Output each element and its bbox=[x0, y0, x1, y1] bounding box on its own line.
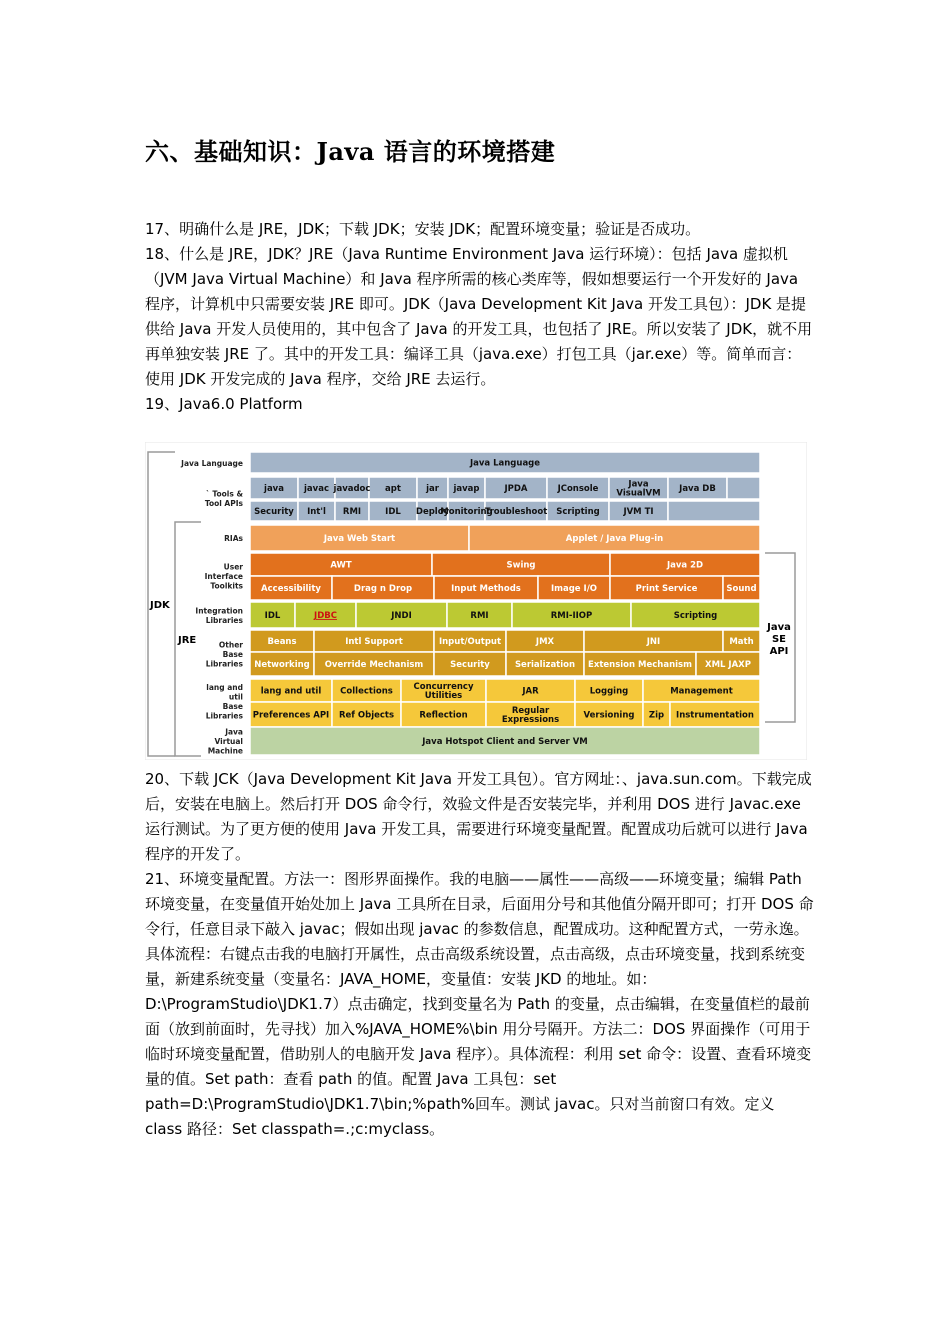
cell-label-input-output: Input/Output bbox=[438, 637, 502, 647]
row-label-4-line-0: Integration bbox=[195, 606, 243, 616]
row-label-7-line-2: Machine bbox=[207, 746, 243, 756]
cell-label-security: Security bbox=[450, 660, 490, 670]
row-label-6-line-3: Libraries bbox=[205, 711, 243, 721]
cell-label-idl: IDL bbox=[264, 611, 281, 621]
cell-label-rmi: RMI bbox=[470, 611, 489, 621]
row-label-1-line-0: ` Tools & bbox=[206, 489, 243, 499]
cell-label-networking: Networking bbox=[254, 660, 310, 670]
java-se-api-label-1: Java bbox=[767, 622, 791, 633]
cell-label-override-mechanism: Override Mechanism bbox=[324, 660, 424, 670]
cell-label-awt: AWT bbox=[330, 560, 352, 571]
cell-label-collections: Collections bbox=[340, 686, 393, 697]
row-label-3-line-0: User bbox=[223, 562, 243, 572]
cell-label-math: Math bbox=[729, 637, 754, 647]
cell-label-concurrency-utilities-l2: Utilities bbox=[424, 691, 463, 701]
java-platform-diagram bbox=[145, 442, 807, 760]
cell-label-scripting: Scripting bbox=[673, 611, 718, 621]
intro-paragraphs bbox=[145, 217, 815, 417]
cell-r1c10 bbox=[727, 477, 760, 499]
cell-label-java-2d: Java 2D bbox=[666, 560, 704, 571]
java-se-api-label-2: SE bbox=[771, 634, 787, 645]
cell-label-print-service: Print Service bbox=[635, 584, 698, 594]
cell-label-java-web-start: Java Web Start bbox=[323, 534, 396, 544]
cell-label-rmi: RMI bbox=[342, 507, 362, 517]
cell-label-scripting: Scripting bbox=[556, 507, 600, 517]
cell-label-javac: javac bbox=[304, 484, 329, 494]
cell-label-jpda: JPDA bbox=[504, 484, 528, 494]
cell-label-regular-expressions-l1: Regular bbox=[511, 706, 550, 716]
cell-label-jar: JAR bbox=[522, 686, 539, 697]
cell-label-jar: jar bbox=[426, 484, 439, 494]
cell-label-security: Security bbox=[254, 507, 294, 517]
cell-label-zip: Zip bbox=[648, 710, 665, 721]
cell-label-logging: Logging bbox=[589, 686, 629, 697]
cell-label-ref-objects: Ref Objects bbox=[338, 710, 395, 721]
cell-r2c9 bbox=[668, 501, 760, 521]
jdk-label: JDK bbox=[150, 600, 170, 611]
cell-label-apt: apt bbox=[385, 484, 401, 494]
cell-label-concurrency-utilities-l1: Concurrency bbox=[413, 682, 474, 692]
setup-paragraphs bbox=[145, 767, 815, 1142]
cell-label-reflection: Reflection bbox=[419, 710, 468, 721]
cell-label-troubleshoot: Troubleshoot bbox=[484, 507, 548, 517]
cell-label-lang-and-util: lang and util bbox=[260, 686, 322, 697]
row-label-7-line-1: Virtual bbox=[214, 737, 243, 746]
cell-label-instrumentation: Instrumentation bbox=[676, 710, 754, 721]
cell-label-java-visualvm-l1: Java bbox=[628, 479, 649, 490]
row-label-5-line-2: Libraries bbox=[205, 659, 243, 669]
cell-label-regular-expressions-l2: Expressions bbox=[501, 715, 560, 725]
cell-label-preferences-api: Preferences API bbox=[252, 710, 330, 721]
cell-label-image-i-o: Image I/O bbox=[550, 584, 598, 594]
cell-label-int-l: Int'l bbox=[307, 507, 326, 517]
cell-label-applet-java-plug-in: Applet / Java Plug-in bbox=[565, 534, 664, 544]
java-se-api-label-3: API bbox=[769, 646, 789, 657]
cell-label-monitoring: Monitoring bbox=[440, 507, 493, 517]
cell-label-sound: Sound bbox=[726, 584, 757, 594]
cell-label-java-visualvm-l2: VisualVM bbox=[616, 488, 661, 499]
row-label-6-line-2: Base bbox=[222, 701, 243, 711]
cell-label-javap: javap bbox=[453, 484, 480, 494]
cell-label-accessibility: Accessibility bbox=[261, 584, 321, 594]
paragraph-19: 19、Java6.0 Platform bbox=[145, 395, 303, 413]
cell-label-management: Management bbox=[670, 686, 733, 697]
cell-label-beans: Beans bbox=[267, 637, 297, 647]
cell-label-rmi-iiop: RMI-IIOP bbox=[550, 611, 593, 621]
cell-label-java-hotspot-client-and-server-vm: Java Hotspot Client and Server VM bbox=[422, 737, 588, 747]
cell-label-deploy: Deploy bbox=[415, 507, 450, 517]
cell-label-jni: JNI bbox=[646, 637, 661, 647]
cell-label-java-language: Java Language bbox=[469, 458, 541, 469]
cell-label-jconsole: JConsole bbox=[557, 484, 599, 494]
cell-label-xml-jaxp: XML JAXP bbox=[705, 660, 751, 670]
row-label-0-line-0: Java Language bbox=[181, 459, 243, 468]
paragraph-18: 18、什么是 JRE，JDK？JRE（Java Runtime Environment Java 运行环境）：包括 Java 虚拟机（JVM Java Virtual Machine）和 Java 程序所需的核心类库等，假如想要运行一个开发好的 Java 程序，计算机中只需要安装 JRE 即可。JDK（Java Development Kit Java 开发工具包）：JDK 是提供给 Java 开发人员使用的，其中包含了 Java 的开发工具，也包括了 JRE。所以安装了 JDK，就不用再单独安装 JRE 了。其中的开发工具：编译工具（java.exe）打包工具（jar.exe）等。简单而言：使用 JDK 开发完成的 Java 程序，交给 JRE 去运行。 bbox=[145, 245, 813, 388]
paragraph-20: 20、下载 JCK（Java Development Kit Java 开发工具包）。官方网址：、java.sun.com。下载完成后，安装在电脑上。然后打开 DOS 命令行，效验文件是否安装完毕，并利用 DOS 进行 Javac.exe 运行测试。为了更方便的使用 Java 开发工具，需要进行环境变量配置。配置成功后就可以进行 Java 程序的开发了。 bbox=[145, 770, 812, 863]
cell-label-intl-support: Intl Support bbox=[345, 637, 403, 647]
row-label-3-line-2: Toolkits bbox=[210, 581, 243, 591]
paragraph-21: 21、环境变量配置。方法一：图形界面操作。我的电脑——属性——高级——环境变量；编辑 Path 环境变量，在变量值开始处加上 Java 工具所在目录，后面用分号和其他值分隔开即可；打开 DOS 命令行，任意目录下敲入 javac；假如出现 javac 的参数信息，配置成功。这种配置方式，一劳永逸。具体流程：右键点击我的电脑打开属性，点击高级系统设置，点击高级，点击环境变量，找到系统变量，新建系统变量（变量名：JAVA_HOME，变量值：安装 JKD 的地址。如：D:\ProgramStudio\JDK1.7）点击确定，找到变量名为 Path 的变量，点击编辑，在变量值栏的最前面（放到前面时，先寻找）加入%JAVA_HOME%\bin 用分号隔开。方法二：DOS 界面操作（可用于临时环境变量配置，借助别人的电脑开发 Java 程序）。具体流程：利用 set 命令：设置、查看环境变量的值。Set path：查看 path 的值。配置 Java 工具包：set path=D:\ProgramStudio\JDK1.7\bin;%path%回车。测试 javac。只对当前窗口有效。定义 class 路径：Set classpath=.;c:myclass。 bbox=[145, 870, 814, 1138]
cell-label-serialization: Serialization bbox=[514, 660, 576, 670]
cell-label-jdbc: JDBC bbox=[314, 611, 337, 621]
cell-label-jmx: JMX bbox=[535, 637, 555, 647]
row-label-3-line-1: Interface bbox=[204, 572, 243, 581]
paragraph-17: 17、明确什么是 JRE，JDK；下载 JDK；安装 JDK；配置环境变量；验证是否成功。 bbox=[145, 220, 701, 238]
row-label-1-line-1: Tool APIs bbox=[204, 498, 243, 508]
row-label-2-line-0: RIAs bbox=[224, 534, 243, 543]
cell-label-extension-mechanism: Extension Mechanism bbox=[588, 660, 692, 670]
row-label-7-line-0: Java bbox=[225, 727, 243, 737]
cell-label-swing: Swing bbox=[506, 560, 536, 571]
cell-label-idl: IDL bbox=[385, 507, 401, 517]
cell-label-versioning: Versioning bbox=[583, 710, 635, 721]
cell-label-javadoc: javadoc bbox=[333, 484, 371, 494]
row-label-6-line-1: util bbox=[228, 692, 243, 702]
jre-label: JRE bbox=[178, 635, 197, 646]
row-label-4-line-1: Libraries bbox=[205, 615, 243, 625]
cell-label-drag-n-drop: Drag n Drop bbox=[353, 584, 413, 594]
page-title: 六、基础知识：Java 语言的环境搭建 bbox=[145, 137, 556, 166]
row-label-5-line-1: Base bbox=[222, 650, 243, 659]
cell-label-input-methods: Input Methods bbox=[451, 584, 521, 594]
cell-label-java-db: Java DB bbox=[679, 484, 716, 494]
cell-label-jndi: JNDI bbox=[391, 611, 412, 621]
row-label-5-line-0: Other bbox=[218, 640, 243, 650]
cell-label-jvm-ti: JVM TI bbox=[623, 507, 654, 517]
row-label-6-line-0: lang and bbox=[206, 682, 243, 692]
cell-label-java: java bbox=[264, 484, 284, 494]
